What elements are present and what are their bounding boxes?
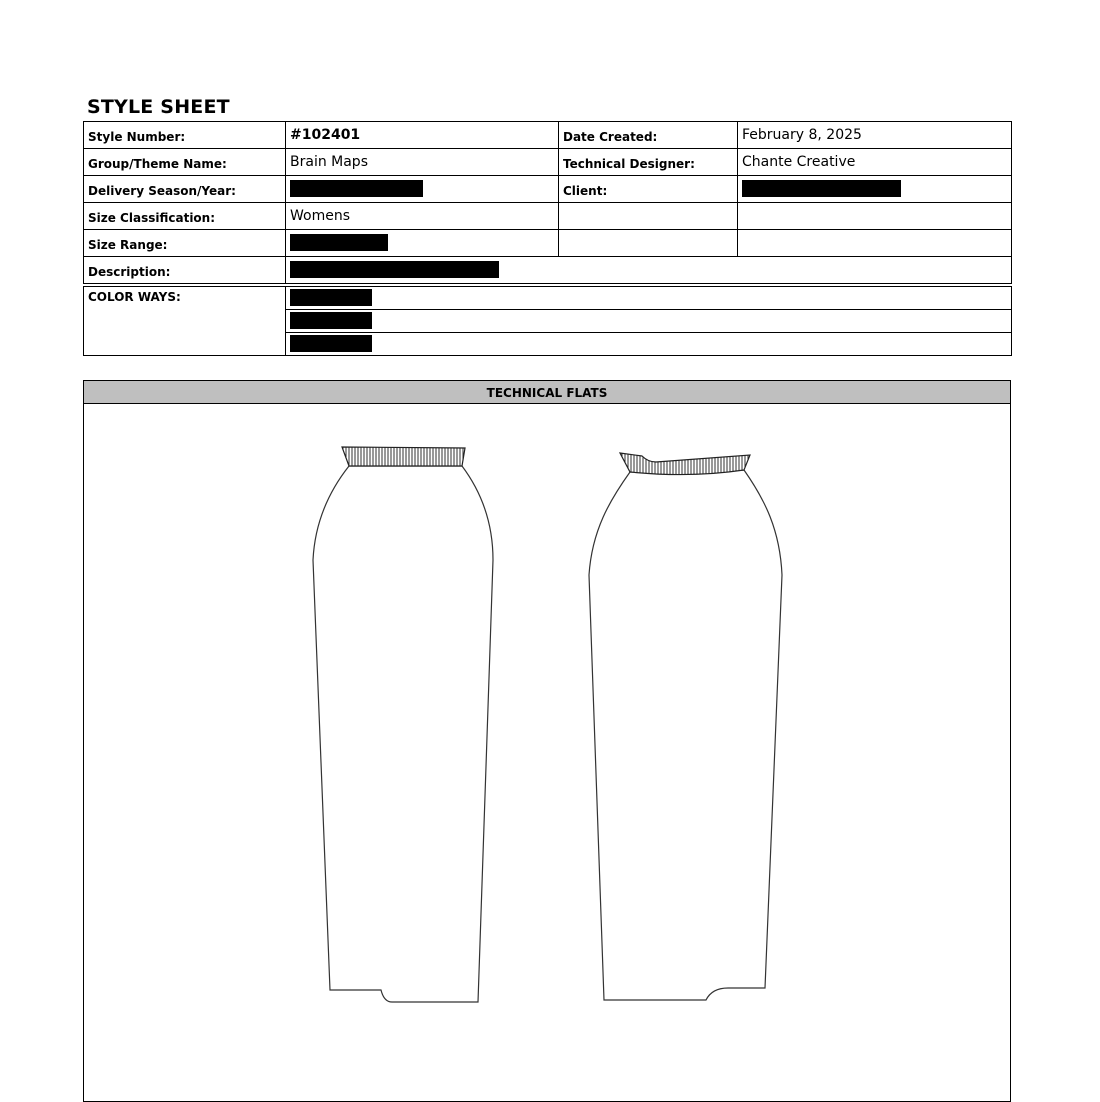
colorway-value	[286, 287, 1012, 310]
size-range-label: Size Range:	[84, 230, 286, 257]
redaction-block	[290, 180, 423, 197]
style-number-value: #102401	[286, 122, 559, 149]
delivery-season-value	[286, 176, 559, 203]
colorway-value	[286, 333, 1012, 356]
table-row	[84, 203, 1012, 230]
description-value	[286, 257, 1012, 284]
delivery-season-label: Delivery Season/Year:	[84, 176, 286, 203]
empty-cell	[559, 230, 738, 257]
group-theme-label: Group/Theme Name:	[84, 149, 286, 176]
skirt-back-flat	[580, 445, 800, 1010]
technical-designer-label: Technical Designer:	[559, 149, 738, 176]
technical-designer-value: Chante Creative	[738, 149, 1012, 176]
group-theme-value: Brain Maps	[286, 149, 559, 176]
table-row	[84, 122, 1012, 149]
date-created-value: February 8, 2025	[738, 122, 1012, 149]
empty-cell	[559, 203, 738, 230]
redaction-block	[290, 312, 372, 329]
technical-flats-header: TECHNICAL FLATS	[84, 381, 1010, 404]
table-row	[84, 230, 1012, 257]
size-range-value	[286, 230, 559, 257]
page-title: STYLE SHEET	[87, 96, 230, 118]
table-row	[84, 257, 1012, 284]
table-row	[84, 176, 1012, 203]
redaction-block	[742, 180, 901, 197]
date-created-label: Date Created:	[559, 122, 738, 149]
empty-cell	[738, 230, 1012, 257]
empty-cell	[738, 203, 1012, 230]
redaction-block	[290, 261, 499, 278]
colorway-value	[286, 310, 1012, 333]
redaction-block	[290, 289, 372, 306]
client-value	[738, 176, 1012, 203]
size-classification-value: Womens	[286, 203, 559, 230]
technical-flats-section	[83, 380, 1011, 1102]
redaction-block	[290, 234, 388, 251]
redaction-block	[290, 335, 372, 352]
description-label: Description:	[84, 257, 286, 284]
style-info-table	[83, 121, 1012, 284]
colorways-table	[83, 286, 1012, 356]
colorways-label: COLOR WAYS:	[84, 287, 286, 356]
client-label: Client:	[559, 176, 738, 203]
table-row	[84, 287, 1012, 310]
style-number-label: Style Number:	[84, 122, 286, 149]
table-row	[84, 149, 1012, 176]
size-classification-label: Size Classification:	[84, 203, 286, 230]
skirt-front-flat	[300, 440, 510, 1010]
